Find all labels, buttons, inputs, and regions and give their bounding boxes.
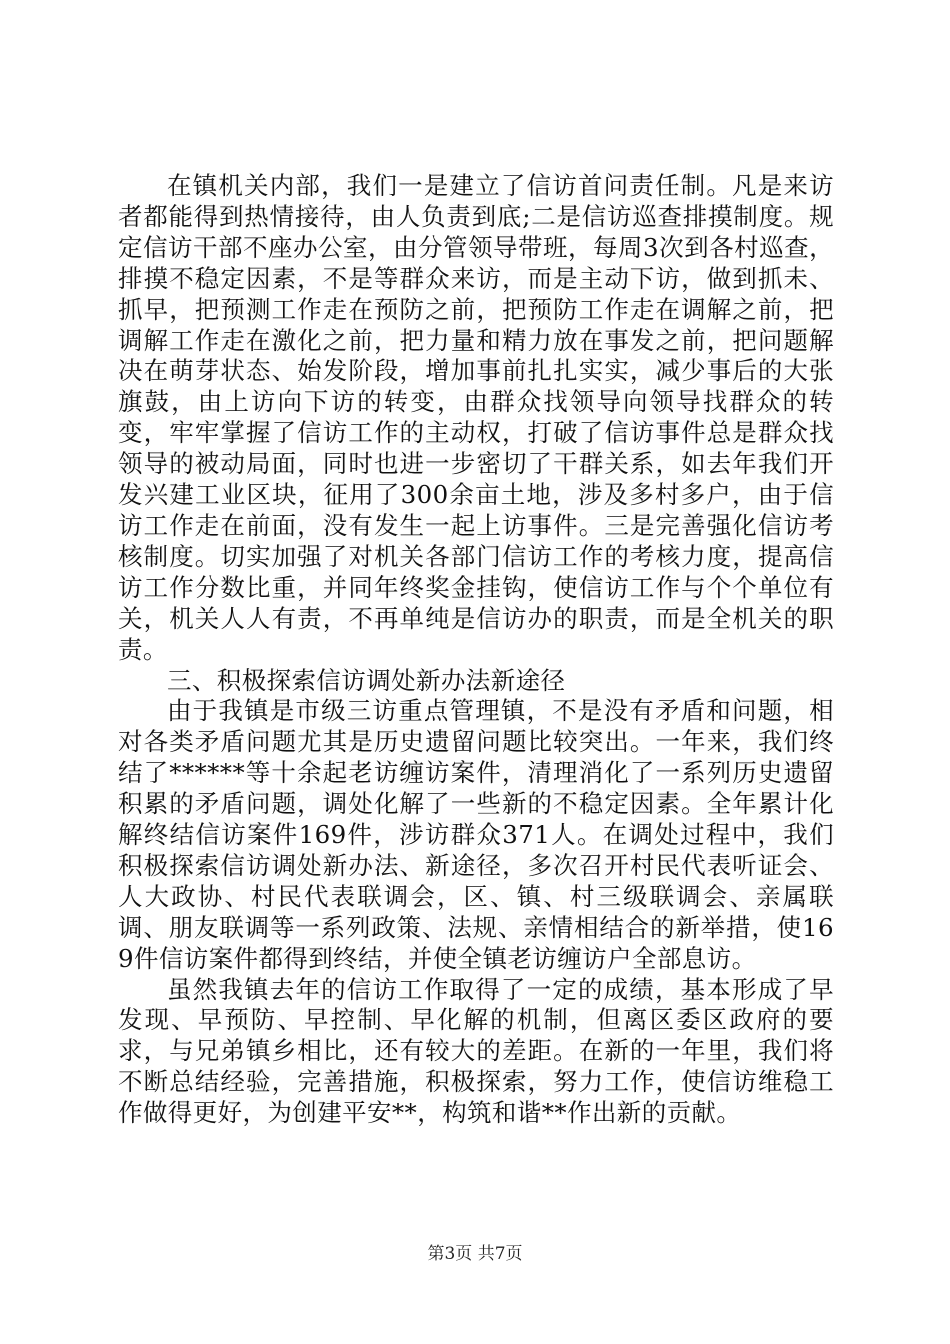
paragraph-agency-internal: 在镇机关内部，我们一是建立了信访首问责任制。凡是来访者都能得到热情接待，由人负责到底;二是信访巡查排摸制度。规定信访干部不座办公室，由分管领导带班，每周3次到各村巡查，排摸不稳定因素，不是等群众来访，而是主动下访，做到抓未、抓早，把预测工作走在预防之前，把预防工作走在调解之前，把调解工作走在激化之前，把力量和精力放在事发之前，把问题解决在萌芽状态、始发阶段，增加事前扎扎实实，减少事后的大张旗鼓，由上访向下访的转变，由群众找领导向领导找群众的转变，牢牢掌握了信访工作的主动权，打破了信访事件总是群众找领导的被动局面，同时也进一步密切了干群关系，如去年我们开发兴建工业区块，征用了300余亩土地，涉及多村多户，由于信访工作走在前面，没有发生一起上访事件。三是完善强化信访考核制度。切实加强了对机关各部门信访工作的考核力度，提高信访工作分数比重，并同年终奖金挂钩，使信访工作与个个单位有关，机关人人有责，不再单纯是信访办的职责，而是全机关的职责。 [118,171,834,664]
section-heading: 三、积极探索信访调处新办法新途径 [167,665,566,695]
document-body [118,171,834,1129]
page-number-footer: 第3页 共7页 [427,1244,523,1264]
paragraph-mediation: 由于我镇是市级三访重点管理镇，不是没有矛盾和问题，相对各类矛盾问题尤其是历史遗留问题比较突出。一年来，我们终结了******等十余起老访缠访案件，清理消化了一系列历史遗留积累的矛盾问题，调处化解了一些新的不稳定因素。全年累计化解终结信访案件169件，涉访群众371人。在调处过程中，我们积极探索信访调处新办法、新途径，多次召开村民代表听证会、人大政协、村民代表联调会，区、镇、村三级联调会、亲属联调、朋友联调等一系列政策、法规、亲情相结合的新举措，使169件信访案件都得到终结，并使全镇老访缠访户全部息访。 [118,696,834,973]
paragraph-conclusion: 虽然我镇去年的信访工作取得了一定的成绩，基本形成了早发现、早预防、早控制、早化解的机制，但离区委区政府的要求，与兄弟镇乡相比，还有较大的差距。在新的一年里，我们将不断总结经验，完善措施，积极探索，努力工作，使信访维稳工作做得更好，为创建平安**，构筑和谐**作出新的贡献。 [118,974,834,1128]
